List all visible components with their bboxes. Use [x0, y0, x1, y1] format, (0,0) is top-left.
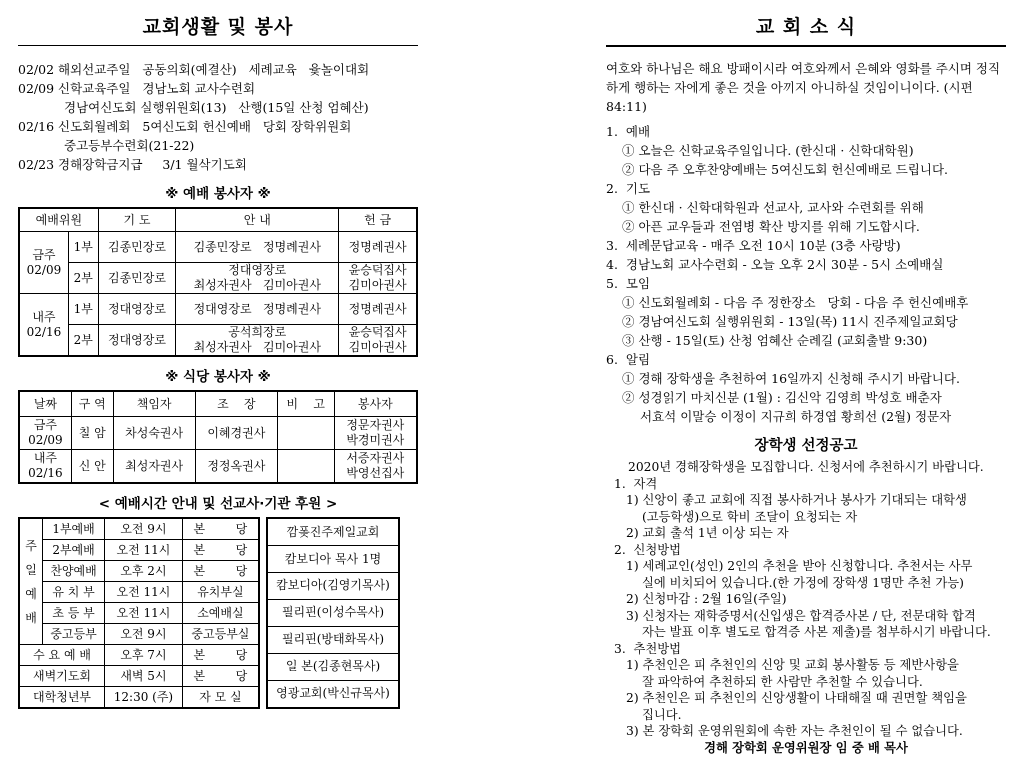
service-time: 오전 11시: [105, 582, 183, 603]
right-title-rule: [606, 45, 1006, 47]
guide-cell: 정대영장로 최성자권사 김미아권사: [176, 263, 339, 294]
meal-header: 조 장: [195, 391, 277, 417]
schedule-row: [19, 645, 259, 666]
notice-line: 2. 기도: [606, 181, 651, 196]
notice-line: ② 경남여신도회 실행위원회 - 13일(목) 11시 진주제일교회당: [622, 314, 958, 329]
calendar-line: 경남여신도회 실행위원회(13) 산행(15일 산청 엄혜산): [64, 100, 369, 115]
service-place: 본 당: [182, 666, 259, 687]
notice-line: 6. 알림: [606, 352, 651, 367]
notice-line: ② 성경읽기 마치신분 (1월) : 김신악 김영희 박성호 배춘자: [622, 390, 942, 405]
service-name: 수 요 예 배: [19, 645, 105, 666]
worship-header: 예배위원: [19, 208, 98, 232]
calendar-line: 02/02 해외선교주일 공동의회(예결산) 세례교육 윷놀이대회: [18, 62, 370, 77]
meal-servers: 정문자권사 박경미권사: [334, 417, 417, 450]
scholarship-title: 장학생 선정공고: [754, 438, 858, 454]
calendar-line: 02/23 경해장학금지급 3/1 월삭기도회: [18, 157, 247, 172]
meal-table: [18, 390, 418, 484]
scholarship-line: 3) 본 장학회 운영위원회에 속한 자는 추천인이 될 수 없습니다.: [626, 724, 963, 738]
service-time: 오전 11시: [105, 603, 183, 624]
support-row: [267, 680, 399, 708]
worship-row: [19, 232, 417, 263]
support-row: [267, 573, 399, 600]
scholarship-line: 실에 비치되어 있습니다.(한 가정에 장학생 1명만 추천 가능): [642, 575, 964, 590]
schedule-row: [19, 624, 259, 645]
service-name: 2부: [68, 263, 98, 294]
meal-date: 금주 02/09: [19, 417, 71, 450]
left-title: 교회생활 및 봉사: [142, 16, 294, 38]
guide-cell: 김종민장로 정명례권사: [176, 232, 339, 263]
service-name: 중고등부: [43, 624, 105, 645]
scholarship-line: 2. 신청방법: [614, 542, 682, 557]
right-page: [606, 12, 1006, 756]
notices-list: [606, 122, 1006, 426]
schedule-row: [19, 518, 259, 540]
offering-cell: 윤승덕집사 김미아권사: [339, 263, 417, 294]
service-place: 중고등부실: [182, 624, 259, 645]
support-item: 캄보디아(김영기목사): [267, 573, 399, 600]
prayer-leader: 김종민장로: [98, 263, 176, 294]
service-name: 2부: [68, 325, 98, 357]
schedule-row: [19, 666, 259, 687]
meal-captain: 정정옥권사: [195, 450, 277, 484]
service-time: 오전 9시: [105, 624, 183, 645]
calendar-line: 중고등부수련회(21-22): [64, 138, 195, 153]
meal-header: 비 고: [277, 391, 334, 417]
service-time: 새벽 5시: [105, 666, 183, 687]
notice-line: ① 경해 장학생을 추천하여 16일까지 신청해 주시기 바랍니다.: [622, 371, 960, 386]
schedule-row: [19, 582, 259, 603]
prayer-leader: 정대영장로: [98, 294, 176, 325]
guide-cell: 공석희장로 최성자권사 김미아권사: [176, 325, 339, 357]
notice-line: ① 신도회월례회 - 다음 주 정한장소 당회 - 다음 주 헌신예배후: [622, 295, 969, 310]
scholarship-line: 2) 신청마감 : 2월 16일(주일): [626, 592, 787, 606]
support-item: 영광교회(박신규목사): [267, 680, 399, 708]
left-page: [18, 12, 418, 709]
calendar-line: 02/09 신학교육주일 경남노회 교사수련회: [18, 81, 256, 96]
support-item: 필리핀(이성수목사): [267, 599, 399, 626]
notice-line: ① 오늘은 신학교육주일입니다. (한신대 · 신학대학원): [622, 143, 914, 158]
worship-header: 기 도: [98, 208, 176, 232]
offering-cell: 윤승덕집사 김미아권사: [339, 325, 417, 357]
meal-header: 날짜: [19, 391, 71, 417]
scholarship-body: [606, 459, 1006, 740]
support-row: [267, 546, 399, 573]
notice-line: ① 한신대 · 신학대학원과 선교사, 교사와 수련회를 위해: [622, 200, 924, 215]
meal-header: 책임자: [113, 391, 195, 417]
service-name: 2부예배: [43, 540, 105, 561]
support-row: [267, 653, 399, 680]
scholarship-line: (고등학생)으로 학비 조달이 요청되는 자: [642, 509, 858, 524]
worship-row: [19, 294, 417, 325]
meal-captain: 이혜경권사: [195, 417, 277, 450]
scholarship-line: 2) 교회 출석 1년 이상 되는 자: [626, 526, 789, 540]
left-title-rule: [18, 45, 418, 46]
support-row: [267, 599, 399, 626]
service-name: 1부: [68, 232, 98, 263]
meal-servers: 서증자권사 박영선집사: [334, 450, 417, 484]
service-name: 초 등 부: [43, 603, 105, 624]
service-time: 오후 7시: [105, 645, 183, 666]
guide-cell: 정대영장로 정명례권사: [176, 294, 339, 325]
service-name: 유 치 부: [43, 582, 105, 603]
week-label: 내주 02/16: [19, 294, 68, 357]
right-title: 교 회 소 식: [755, 16, 857, 38]
service-name: 1부예배: [43, 518, 105, 540]
scholarship-line: 2) 추천인은 피 추천인의 신앙생활이 나태해질 때 권면할 책임을: [626, 691, 967, 705]
prayer-leader: 김종민장로: [98, 232, 176, 263]
notice-line: 서효석 이말승 이정이 지규희 하경엽 황희선 (2월) 정문자: [640, 409, 952, 424]
scholarship-line: 1) 세례교인(성인) 2인의 추천을 받아 신청합니다. 추천서는 사무: [626, 559, 973, 573]
schedule-row: [19, 687, 259, 709]
week-label: 금주 02/09: [19, 232, 68, 294]
scholarship-line: 3. 추천방법: [614, 641, 682, 656]
meal-leader: 최성자권사: [113, 450, 195, 484]
service-place: 본 당: [182, 540, 259, 561]
schedule-row: [19, 603, 259, 624]
meal-note: [277, 417, 334, 450]
service-place: 소예배실: [182, 603, 259, 624]
meal-district: 신 안: [71, 450, 113, 484]
service-place: 본 당: [182, 518, 259, 540]
prayer-leader: 정대영장로: [98, 325, 176, 357]
schedule-table: [18, 517, 260, 709]
support-item: 깜퐂진주제일교회: [267, 518, 399, 546]
scholarship-line: 자는 발표 이후 별도로 합격증 사본 제출)를 첨부하시기 바랍니다.: [642, 625, 991, 639]
meal-district: 칠 암: [71, 417, 113, 450]
calendar-line: 02/16 신도회월례회 5여신도회 헌신예배 당회 장학위원회: [18, 119, 352, 134]
notice-line: 3. 세례문답교육 - 매주 오전 10시 10분 (3층 사랑방): [606, 238, 901, 253]
meal-header: 봉사자: [334, 391, 417, 417]
worship-header: 안 내: [176, 208, 339, 232]
service-time: 오후 2시: [105, 561, 183, 582]
meal-header: 구 역: [71, 391, 113, 417]
service-time: 12:30 (주): [105, 687, 183, 709]
service-name: 대학청년부: [19, 687, 105, 709]
service-time: 오전 9시: [105, 518, 183, 540]
service-name: 1부: [68, 294, 98, 325]
meal-leader: 차성숙권사: [113, 417, 195, 450]
service-name: 새벽기도회: [19, 666, 105, 687]
worship-header: 헌 금: [339, 208, 417, 232]
worship-heading: ※ 예배 봉사자 ※: [165, 186, 271, 202]
service-time: 오전 11시: [105, 540, 183, 561]
notice-line: ② 다음 주 오후찬양예배는 5여신도회 헌신예배로 드립니다.: [622, 162, 948, 177]
worship-row: [19, 263, 417, 294]
service-place: 본 당: [182, 645, 259, 666]
worship-table: [18, 207, 418, 357]
scholarship-line: 3) 신청자는 재학증명서(신입생은 합격증사본 / 단, 전문대학 합격: [626, 608, 976, 623]
service-place: 유치부실: [182, 582, 259, 603]
scholarship-line: 잘 파악하여 추천하되 한 사람만 추천할 수 있습니다.: [642, 674, 923, 689]
schedule-row: [19, 561, 259, 582]
support-item: 필리핀(방태화목사): [267, 626, 399, 653]
offering-cell: 정명례권사: [339, 294, 417, 325]
service-place: 본 당: [182, 561, 259, 582]
meal-heading: ※ 식당 봉사자 ※: [165, 369, 271, 385]
worship-row: [19, 325, 417, 357]
support-table: [266, 517, 400, 709]
notice-line: ③ 산행 - 15일(토) 산청 엄혜산 순례길 (교회출발 9:30): [622, 333, 928, 348]
service-place: 자 모 실: [182, 687, 259, 709]
sunday-label: 주 일 예 배: [19, 518, 43, 645]
meal-row: [19, 417, 417, 450]
meal-note: [277, 450, 334, 484]
notice-line: 1. 예배: [606, 124, 651, 139]
meal-date: 내주 02/16: [19, 450, 71, 484]
schedule-heading: < 예배시간 안내 및 선교사·기관 후원 >: [98, 496, 338, 512]
support-row: [267, 626, 399, 653]
calendar: [18, 60, 418, 174]
schedule-row: [19, 540, 259, 561]
scholarship-line: 2020년 경해장학생을 모집합니다. 신청서에 추천하시기 바랍니다.: [628, 460, 984, 474]
scripture-intro: 여호와 하나님은 해요 방패이시라 여호와께서 은혜와 영화를 주시며 정직하게 행하는 자에게 좋은 것을 아끼지 아니하실 것임이니이다. (시편84:11): [606, 61, 1001, 114]
notice-line: 4. 경남노회 교사수련회 - 오늘 오후 2시 30분 - 5시 소예배실: [606, 257, 944, 272]
support-item: 일 본(김종현목사): [267, 653, 399, 680]
support-row: [267, 518, 399, 546]
service-name: 찬양예배: [43, 561, 105, 582]
meal-row: [19, 450, 417, 484]
notice-line: 5. 모임: [606, 276, 651, 291]
scholarship-signature: 경해 장학회 운영위원장 임 중 배 목사: [704, 739, 908, 755]
scholarship-line: 1) 신앙이 좋고 교회에 직접 봉사하거나 봉사가 기대되는 대학생: [626, 493, 967, 507]
scholarship-line: 1) 추천인은 피 추천인의 신앙 및 교회 봉사활동 등 제반사항을: [626, 658, 959, 672]
support-item: 캄보디아 목사 1명: [267, 546, 399, 573]
scholarship-line: 집니다.: [642, 707, 682, 722]
scholarship-line: 1. 자격: [614, 476, 658, 491]
notice-line: ② 아픈 교우들과 전염병 확산 방지를 위해 기도합시다.: [622, 219, 920, 234]
offering-cell: 정명례권사: [339, 232, 417, 263]
